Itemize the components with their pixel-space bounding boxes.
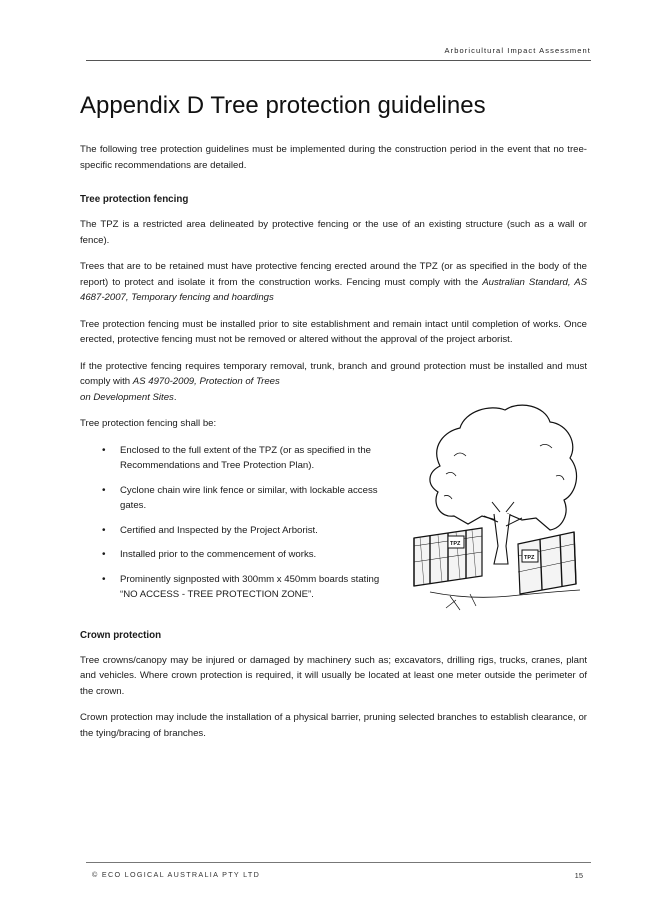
fencing-paragraph-2-text: Trees that are to be retained must have protective fencing erected around the TPZ (or as specified in the body of the report) to protect and isolate it from the construction works. Fencing must comply with the — [80, 261, 587, 288]
list-item: • Cyclone chain wire link fence or similar, with lockable access gates. — [80, 483, 380, 514]
section-heading-fencing: Tree protection fencing — [80, 194, 189, 205]
fencing-requirements-list — [80, 443, 380, 603]
intro-paragraph: The following tree protection guidelines must be implemented during the construction period in the event that no tree-specific recommendations are detailed. — [80, 144, 587, 171]
page-number: 15 — [574, 871, 583, 880]
footer-divider — [86, 862, 591, 863]
header-divider — [86, 60, 591, 61]
list-item: • Certified and Inspected by the Project Arborist. — [80, 523, 380, 539]
fencing-paragraph-4-end: . — [173, 391, 177, 403]
fencing-paragraph-3: Tree protection fencing must be installed prior to site establishment and remain intact until completion of works. Once erected, protective fencing must not be removed or altered without the approval of the project arborist. — [80, 318, 587, 345]
tpz-sign-label: TPZ — [524, 555, 535, 561]
standard-reference-2: AS 4970-2009, Protection of Trees on Development Sites — [80, 376, 280, 403]
crown-paragraph-2: Crown protection may include the installation of a physical barrier, pruning selected branches to establish clearance, or the tying/bracing of branches. — [80, 712, 587, 739]
list-item: • Enclosed to the full extent of the TPZ (or as specified in the Recommendations and Tree Protection Plan). — [80, 443, 380, 474]
page-title: Appendix D Tree protection guidelines — [80, 92, 486, 119]
footer-copyright: © ECO LOGICAL AUSTRALIA PTY LTD — [92, 870, 261, 879]
fencing-paragraph-2 — [80, 259, 587, 306]
running-header: Arboricultural Impact Assessment — [444, 46, 591, 55]
section-heading-crown: Crown protection — [80, 629, 162, 641]
standard-reference: Australian Standard, AS 4687-2007, Temporary fencing and hoardings — [80, 276, 587, 303]
tree-canopy-illustration — [430, 405, 577, 530]
list-item: • Prominently signposted with 300mm x 450mm boards stating “NO ACCESS - TREE PROTECTION ZONE”. — [80, 572, 380, 603]
fencing-paragraph-4-text: If the protective fencing requires temporary removal, trunk, branch and ground protection must be installed and must comply with — [80, 360, 587, 387]
fencing-paragraph-1: The TPZ is a restricted area delineated by protective fencing or the use of an existing structure (such as a wall or fence). — [80, 219, 587, 246]
fencing-list-intro: Tree protection fencing shall be: — [80, 418, 217, 429]
list-item: • Installed prior to the commencement of works. — [80, 547, 380, 563]
tree-protection-illustration — [410, 396, 590, 616]
tpz-sign-label: TPZ — [450, 541, 461, 547]
crown-paragraph-1: Tree crowns/canopy may be injured or damaged by machinery such as; excavators, drilling rigs, trucks, cranes, plant and vehicles. Where crown protection is required, it will usually be located at least one meter outside the perimeter of the crown. — [80, 654, 587, 697]
